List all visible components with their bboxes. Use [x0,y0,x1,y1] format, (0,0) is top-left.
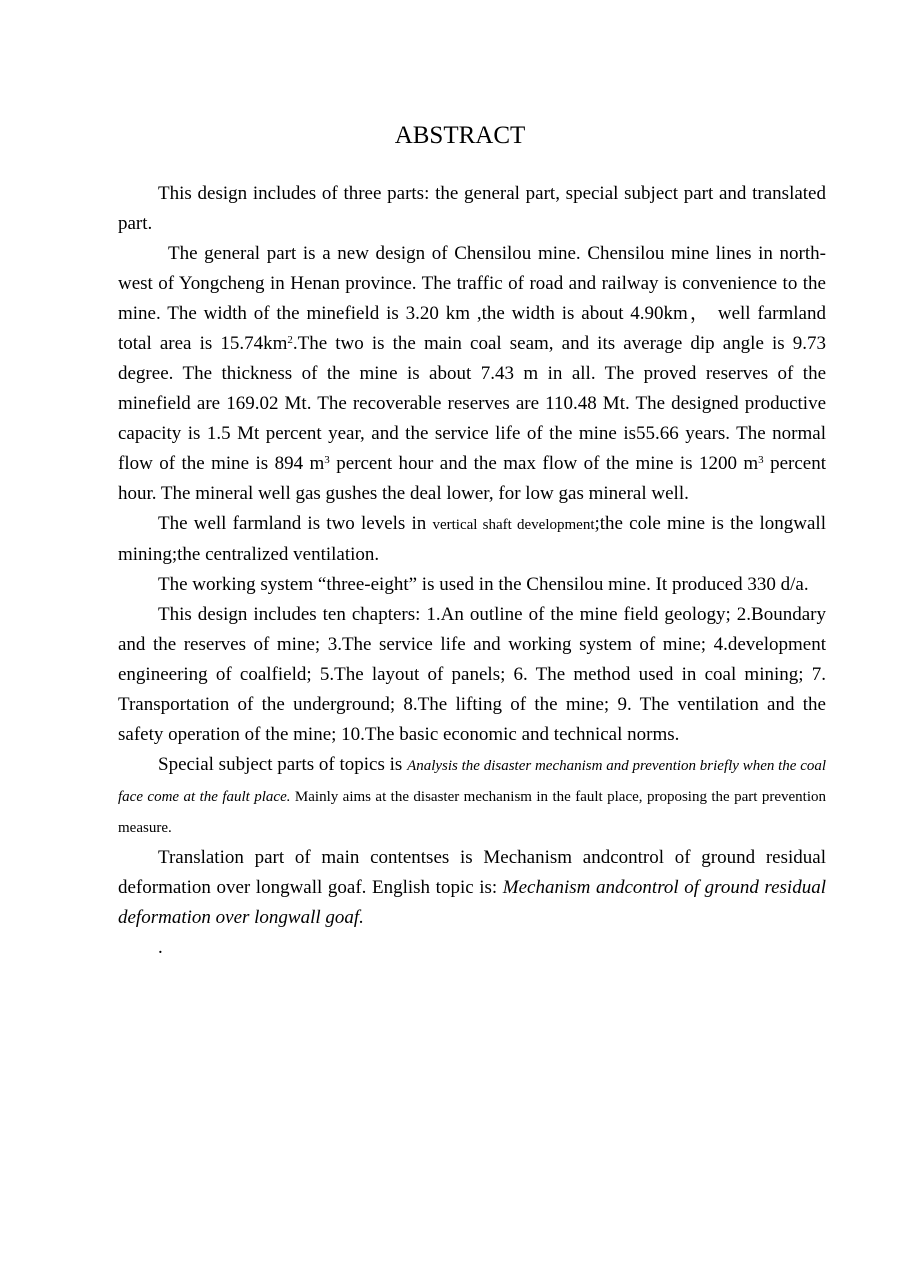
paragraph-development [118,509,826,570]
paragraph-general-part [118,239,826,509]
paragraph-special-subject [118,750,826,843]
paragraph-chapters: This design includes ten chapters: 1.An outline of the mine field geology; 2.Boundary and the reserves of mine; 3.The service life and working system of mine; 4.development engineering of coalfield; 5.The layout of panels; 6. The method used in coal mining; 7. Transportation of the underground; 8.The lifting of the mine; 9. The ventilation and the safety operation of the mine; 10.The basic economic and technical norms. [118,604,826,745]
translation-text-a: Translation part of main contentses is Mechanism andcontrol of ground residual deformation over longwall goaf. English topic is: [118,847,826,898]
general-part-text-d: percent hour. The mineral well gas gushes the deal lower, for low gas mineral well. [118,453,826,504]
superscript-cubed: 3 [758,454,764,466]
special-subject-text-a: Special subject parts of topics is [158,754,408,775]
superscript-squared: 2 [287,334,293,346]
abstract-body [118,179,826,963]
paragraph-translation [118,843,826,933]
development-text-b: ;the cole mine is the longwall mining;the centralized ventilation. [118,513,826,565]
development-text-a: The well farmland is two levels in [158,513,433,534]
paragraph-trailing-dot: . [158,937,163,958]
superscript-cubed: 3 [324,454,330,466]
general-part-text-a: The general part is a new design of Chensilou mine. Chensilou mine lines in north-west of Yongcheng in Henan province. The traffic of road and railway is convenience to the mine. The width of the minefield is 3.20 km ,the width is about 4.90km， well farmland total area is 15.74km [118,243,826,354]
development-small-text: vertical shaft development [432,517,595,533]
abstract-title: ABSTRACT [394,122,526,149]
special-subject-topic: Analysis the disaster mechanism and prevention briefly when the coal face come at the fault place. [118,758,827,805]
paragraph-overview: This design includes of three parts: the general part, special subject part and translated part. [118,183,826,234]
translation-topic: Mechanism andcontrol of ground residual deformation over longwall goaf. [118,877,826,928]
general-part-text-b: .The two is the main coal seam, and its average dip angle is 9.73 degree. The thickness of the mine is about 7.43 m in all. The proved reserves of the minefield are 169.02 Mt. The recoverable reserves are 110.48 Mt. The designed productive capacity is 1.5 Mt percent year, and the service life of the mine is55.66 years. The normal flow of the mine is 894 m [118,333,826,474]
paragraph-working-system: The working system “three-eight” is used in the Chensilou mine. It produced 330 d/a. [158,574,809,595]
general-part-text-c: percent hour and the max flow of the mine is 1200 m [329,453,759,474]
special-subject-text-b: Mainly aims at the disaster mechanism in the fault place, proposing the part prevention measure. [118,789,827,836]
